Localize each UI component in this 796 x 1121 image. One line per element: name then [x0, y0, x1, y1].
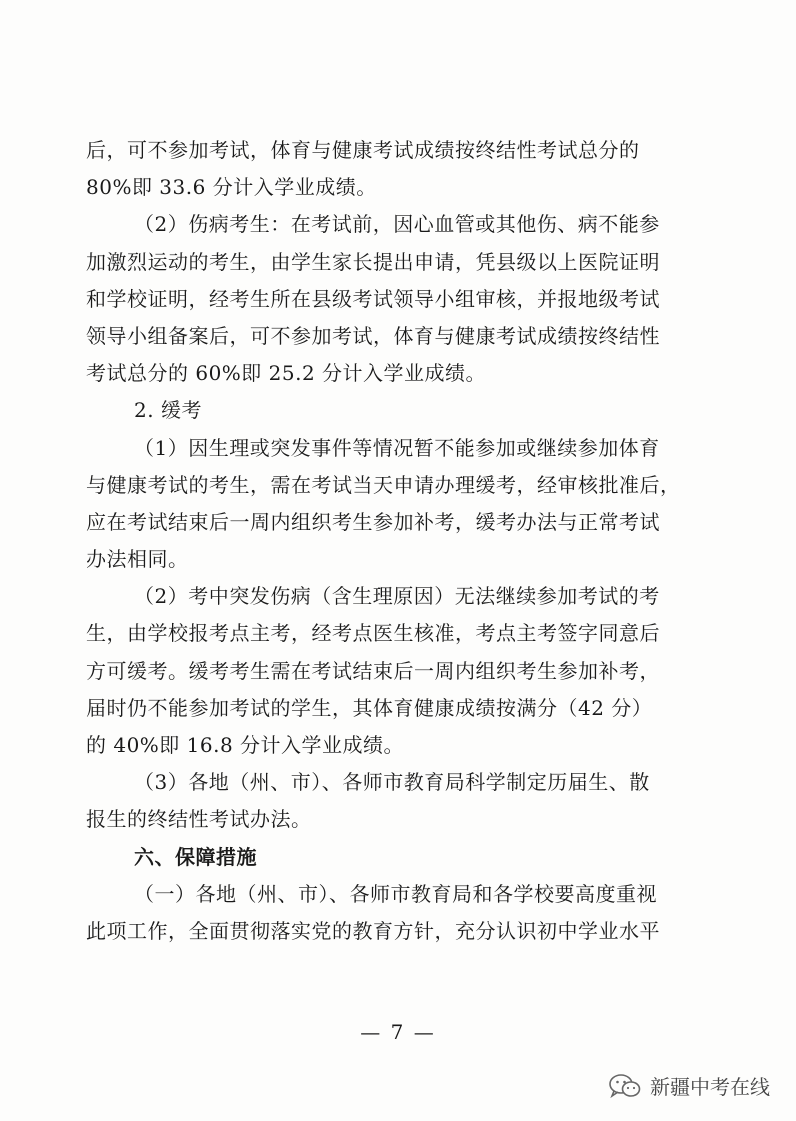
text-line: 80%即 33.6 分计入学业成绩。 — [86, 175, 377, 200]
text-line: （一）各地（州、市）、各师市教育局和各学校要高度重视 — [134, 881, 657, 906]
text-line: 和学校证明，经考生所在县级考试领导小组审核，并报地级考试 — [86, 286, 660, 311]
text-line: 届时仍不能参加考试的学生，其体育健康成绩按满分（42 分） — [86, 695, 653, 720]
section-heading: 六、保障措施 — [134, 844, 257, 869]
text-line: （1）因生理或突发事件等情况暂不能参加或继续参加体育 — [134, 435, 660, 460]
text-line: 办法相同。 — [86, 547, 189, 572]
text-line: （3）各地（州、市）、各师市教育局科学制定历届生、散 — [134, 770, 650, 795]
text-line: （2）伤病考生：在考试前，因心血管或其他伤、病不能参 — [134, 212, 660, 237]
text-line: 领导小组备案后，可不参加考试，体育与健康考试成绩按终结性 — [86, 323, 660, 348]
text-line: 加激烈运动的考生，由学生家长提出申请，凭县级以上医院证明 — [86, 249, 660, 274]
text-line: 应在考试结束后一周内组织考生参加补考，缓考办法与正常考试 — [86, 509, 660, 534]
text-line: 此项工作，全面贯彻落实党的教育方针，充分认识初中学业水平 — [86, 918, 660, 943]
body-text — [86, 132, 686, 950]
watermark — [608, 1071, 770, 1100]
text-line: （2）考中突发伤病（含生理原因）无法继续参加考试的考 — [134, 584, 660, 609]
text-line: 生，由学校报考点主考，经考点医生核准，考点主考签字同意后 — [86, 621, 660, 646]
text-line: 的 40%即 16.8 分计入学业成绩。 — [86, 733, 405, 757]
text-line: 报生的终结性考试办法。 — [86, 807, 312, 832]
text-line: 后，可不参加考试，体育与健康考试成绩按终结性考试总分的 — [86, 138, 640, 162]
watermark-text: 新疆中考在线 — [650, 1075, 770, 1099]
text-line: 与健康考试的考生，需在考试当天申请办理缓考，经审核批准后， — [86, 472, 681, 497]
text-line: 方可缓考。缓考考生需在考试结束后一周内组织考生参加补考， — [86, 658, 660, 683]
page-number: — 7 — — [360, 1020, 436, 1044]
section-heading: 2. 缓考 — [134, 398, 202, 423]
text-line: 考试总分的 60%即 25.2 分计入学业成绩。 — [86, 361, 487, 386]
wechat-icon — [608, 1073, 642, 1099]
